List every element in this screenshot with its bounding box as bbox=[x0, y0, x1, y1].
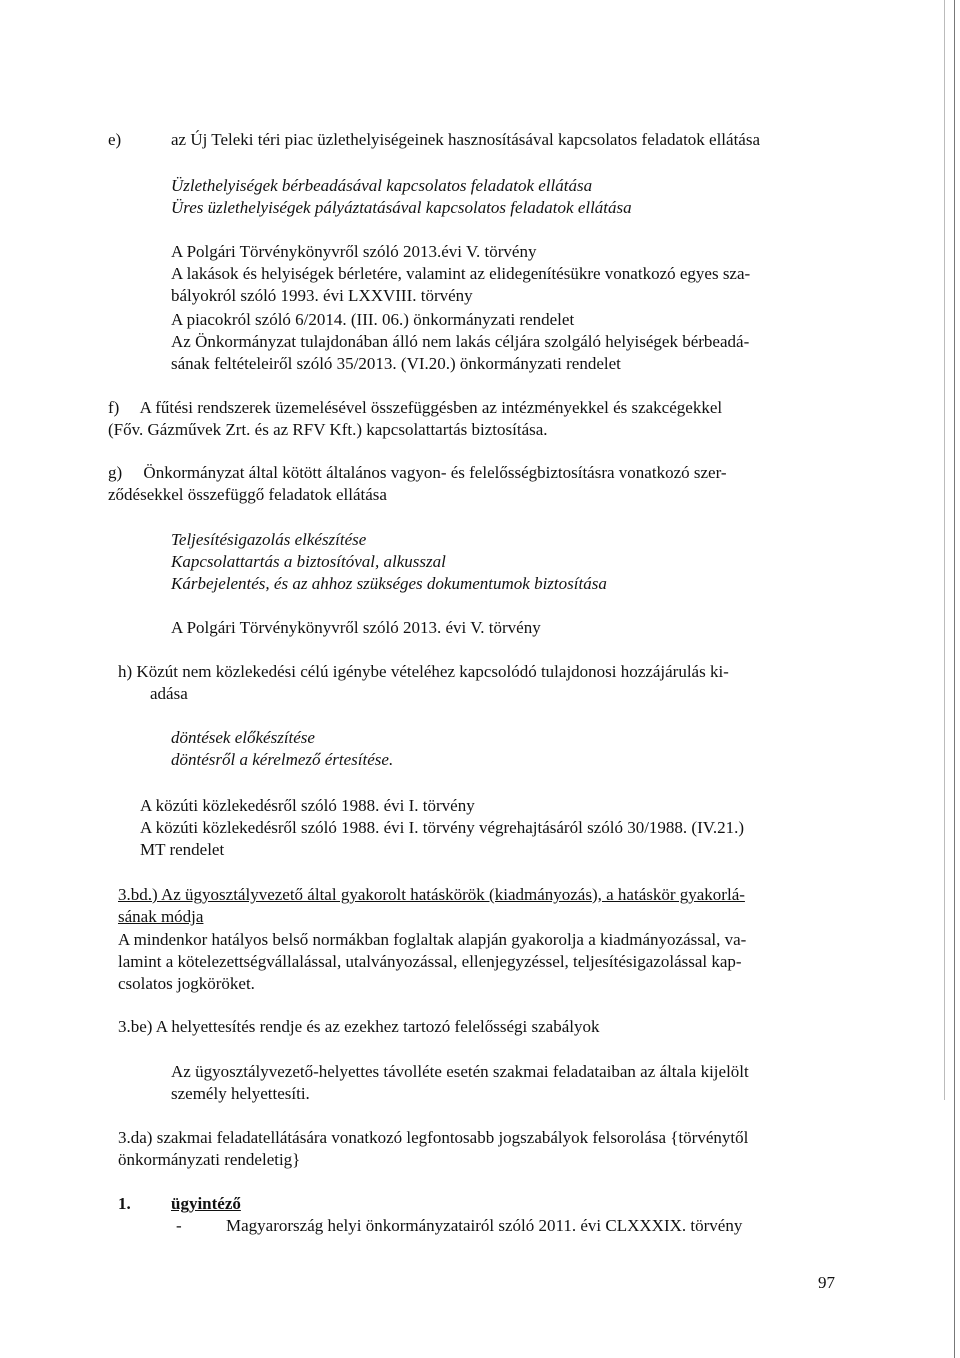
section-e-task: Üres üzlethelyiségek pályáztatásával kapcsolatos feladatok ellátása bbox=[171, 198, 632, 217]
section-h-law: MT rendelet bbox=[140, 840, 225, 859]
section-bd-heading: 3.bd.) Az ügyosztályvezető által gyakorolt hatáskörök (kiadmányozás), a hatáskör gyakorlá- bbox=[118, 885, 745, 904]
section-g-task: Kárbejelentés, és az ahhoz szükséges dokumentumok biztosítása bbox=[171, 574, 607, 593]
section-h-text: h) Közút nem közlekedési célú igénybe vételéhez kapcsolódó tulajdonosi hozzájárulás ki- bbox=[118, 662, 729, 681]
section-e-law: bályokról szóló 1993. évi LXXVIII. törvény bbox=[171, 286, 473, 305]
section-h-text: adása bbox=[150, 684, 188, 703]
section-bd-heading: sának módja bbox=[118, 907, 204, 926]
section-f-text: (Főv. Gázművek Zrt. és az RFV Kft.) kapcsolattartás biztosítása. bbox=[108, 420, 548, 439]
section-e-title: az Új Teleki téri piac üzlethelyiségeinek hasznosításával kapcsolatos feladatok ellátása bbox=[171, 130, 761, 149]
section-e-law: Az Önkormányzat tulajdonában álló nem lakás céljára szolgáló helyiségek bérbeadá- bbox=[171, 332, 750, 351]
section-e-law: A Polgári Törvénykönyvről szóló 2013.évi V. törvény bbox=[171, 242, 537, 261]
section-e-law: A piacokról szóló 6/2014. (III. 06.) önkormányzati rendelet bbox=[171, 310, 575, 329]
section-da-item-number: 1. bbox=[118, 1194, 131, 1213]
section-e-law: sának feltételeiről szóló 35/2013. (VI.20.) önkormányzati rendelet bbox=[171, 354, 621, 373]
section-be-heading: 3.be) A helyettesítés rendje és az ezekhez tartozó felelősségi szabályok bbox=[118, 1017, 600, 1036]
section-da-item-law: Magyarország helyi önkormányzatairól szóló 2011. évi CLXXXIX. törvény bbox=[226, 1216, 743, 1235]
section-da-item-title: ügyintéző bbox=[171, 1194, 241, 1213]
section-h-task: döntések előkészítése bbox=[171, 728, 315, 747]
section-be-body: Az ügyosztályvezető-helyettes távolléte esetén szakmai feladataiban az általa kijelölt bbox=[171, 1062, 749, 1081]
section-g-text: ződésekkel összefüggő feladatok ellátása bbox=[108, 485, 387, 504]
section-g-task: Teljesítésigazolás elkészítése bbox=[171, 530, 367, 549]
section-da-heading: önkormányzati rendeletig} bbox=[118, 1150, 301, 1169]
section-g-law: A Polgári Törvénykönyvről szóló 2013. évi V. törvény bbox=[171, 618, 541, 637]
scan-edge-line bbox=[944, 0, 945, 1100]
scan-edge-line bbox=[954, 0, 955, 1358]
section-bd-body: csolatos jogköröket. bbox=[118, 974, 255, 993]
section-da-heading: 3.da) szakmai feladatellátására vonatkozó legfontosabb jogszabályok felsorolása {törvénytől bbox=[118, 1128, 749, 1147]
section-e-label: e) bbox=[108, 130, 122, 149]
section-e-law: A lakások és helyiségek bérletére, valamint az elidegenítésükre vonatkozó egyes sza- bbox=[171, 264, 751, 283]
section-h-law: A közúti közlekedésről szóló 1988. évi I. törvény bbox=[140, 796, 475, 815]
section-bd-body: A mindenkor hatályos belső normákban foglaltak alapján gyakorolja a kiadmányozással, va- bbox=[118, 930, 747, 949]
section-be-body: személy helyettesíti. bbox=[171, 1084, 310, 1103]
section-h-task: döntésről a kérelmező értesítése. bbox=[171, 750, 394, 769]
section-h-law: A közúti közlekedésről szóló 1988. évi I. törvény végrehajtásáról szóló 30/1988. (IV.21.) bbox=[140, 818, 744, 837]
section-da-dash: - bbox=[176, 1216, 182, 1235]
section-bd-body: lamint a kötelezettségvállalással, utalványozással, ellenjegyzéssel, teljesítésigazolással kap- bbox=[118, 952, 742, 971]
section-e-task: Üzlethelyiségek bérbeadásával kapcsolatos feladatok ellátása bbox=[171, 176, 593, 195]
section-g-text: g) Önkormányzat által kötött általános vagyon- és felelősségbiztosításra vonatkozó szer- bbox=[108, 463, 727, 482]
section-g-task: Kapcsolattartás a biztosítóval, alkusszal bbox=[171, 552, 446, 571]
page-number: 97 bbox=[818, 1273, 835, 1292]
section-f-text: f) A fűtési rendszerek üzemelésével összefüggésben az intézményekkel és szakcégekkel bbox=[108, 398, 723, 417]
